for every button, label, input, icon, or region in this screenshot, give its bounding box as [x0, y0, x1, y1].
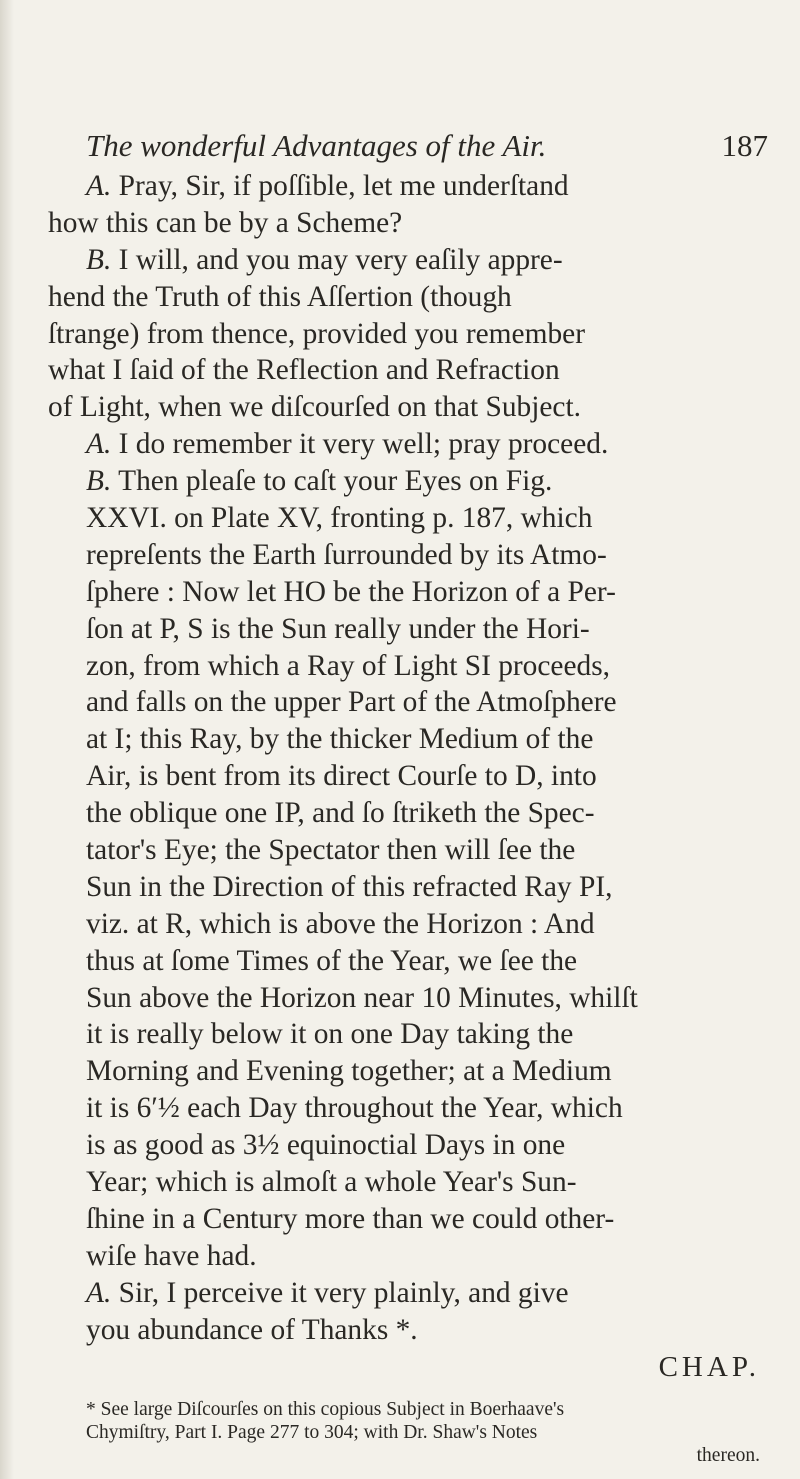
text-line: Air, is bent from its direct Courſe to D, into	[86, 760, 597, 793]
speaker-label: B.	[86, 243, 112, 276]
text-line: XXVI. on Plate XV, fronting p. 187, which	[86, 502, 593, 535]
footnote-line: thereon.	[696, 1444, 760, 1466]
footnote	[48, 1398, 774, 1467]
text-line: Sun in the Direction of this refracted Ray PI,	[86, 870, 613, 903]
speaker-label: A.	[86, 428, 112, 461]
line-text: I do remember it very well; pray proceed.	[111, 428, 609, 461]
text-line: Morning and Evening together; at a Medium	[86, 1055, 612, 1088]
text-line: it is really below it on one Day taking the	[86, 1018, 574, 1051]
text-line: how this can be by a Scheme?	[48, 206, 403, 239]
text-line: ſphere : Now let HO be the Horizon of a Per-	[86, 575, 616, 608]
text-line	[48, 426, 774, 463]
text-line: is as good as 3½ equinoctial Days in one	[86, 1129, 566, 1162]
footnote-line: * See large Diſcourſes on this copious Subject in Boerhaave's	[86, 1398, 565, 1420]
line-text: Pray, Sir, if poſſible, let me underſtand	[111, 170, 569, 202]
body-text	[48, 168, 774, 1349]
page-gutter-shadow	[0, 0, 14, 1479]
text-line: of Light, when we diſcourſed on that Subject.	[48, 391, 581, 424]
text-line	[48, 168, 774, 205]
text-line: it is 6′½ each Day throughout the Year, which	[86, 1092, 623, 1125]
speaker-label: B.	[86, 465, 112, 498]
catchword: CHAP.	[658, 1350, 760, 1383]
text-line	[48, 1275, 774, 1312]
text-line: you abundance of Thanks *.	[86, 1313, 418, 1346]
text-line: ſtrange) from thence, provided you remember	[48, 317, 585, 350]
text-line: tator's Eye; the Spectator then will ſee the	[86, 834, 576, 867]
line-text: Sir, I perceive it very plainly, and give	[111, 1276, 569, 1309]
line-text: I will, and you may very eaſily appre-	[111, 243, 563, 276]
text-line: viz. at R, which is above the Horizon : And	[86, 907, 595, 940]
text-line: hend the Truth of this Aſſertion (though	[48, 280, 512, 313]
text-line: the oblique one IP, and ſo ſtriketh the Spec-	[86, 797, 595, 830]
text-line: wiſe have had.	[86, 1239, 257, 1272]
footnote-line: Chymiſtry, Part I. Page 277 to 304; with Dr. Shaw's Notes	[86, 1421, 538, 1443]
text-line: ſon at P, S is the Sun really under the Hori-	[86, 612, 590, 645]
line-text: Then pleaſe to caſt your Eyes on Fig.	[111, 465, 553, 498]
text-line: Year; which is almoſt a whole Year's Sun-	[86, 1166, 577, 1199]
text-line: at I; this Ray, by the thicker Medium of the	[86, 723, 594, 756]
text-line: thus at ſome Times of the Year, we ſee the	[86, 944, 578, 977]
running-head-title: The wonderful Advantages of the Air.	[86, 128, 547, 163]
text-line: what I ſaid of the Reflection and Refraction	[48, 354, 560, 387]
speaker-label: A.	[86, 1276, 112, 1309]
text-line	[48, 463, 774, 500]
text-line: Sun above the Horizon near 10 Minutes, whilſt	[86, 981, 638, 1014]
text-line: ſhine in a Century more than we could other-	[86, 1202, 615, 1235]
text-line: zon, from which a Ray of Light SI proceeds,	[86, 649, 610, 682]
text-line: repreſents the Earth ſurrounded by its Atmo-	[86, 538, 607, 571]
text-line: and falls on the upper Part of the Atmoſphere	[86, 686, 617, 719]
running-head	[86, 128, 774, 164]
page-number: 187	[721, 128, 768, 163]
book-page	[48, 128, 774, 1467]
speaker-label: A.	[86, 170, 112, 202]
text-line	[48, 242, 774, 279]
